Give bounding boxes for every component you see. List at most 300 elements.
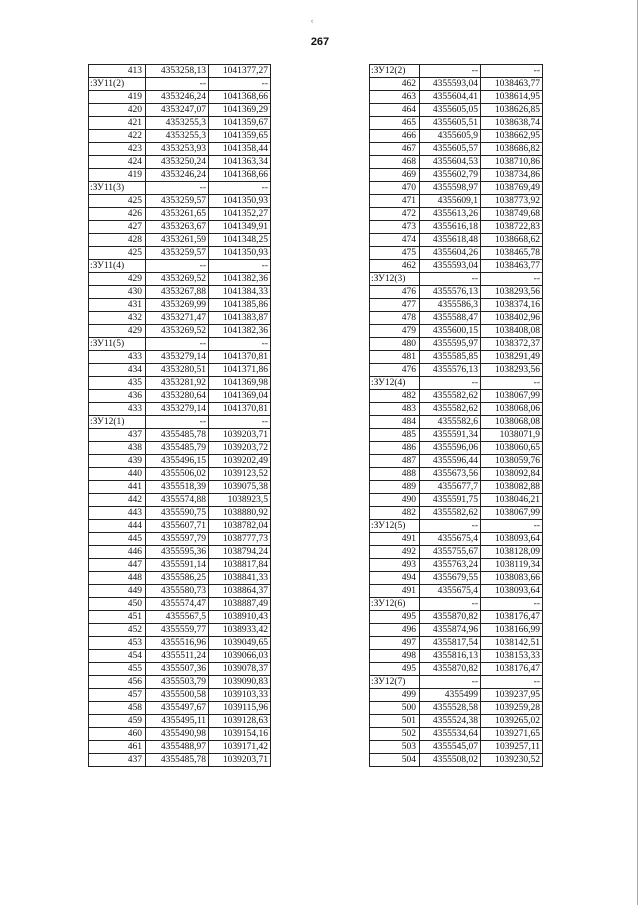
y-coordinate-cell: 1039203,72 [209, 442, 271, 455]
point-number-cell: 470 [370, 182, 420, 195]
point-number-cell: 446 [89, 546, 146, 559]
x-coordinate-cell: 4355591,34 [420, 429, 481, 442]
x-coordinate-cell: 4353255,3 [146, 117, 209, 130]
y-coordinate-cell: -- [481, 598, 543, 611]
x-coordinate-cell: 4355605,9 [420, 130, 481, 143]
point-number-cell: 489 [370, 481, 420, 494]
point-number-cell: 441 [89, 481, 146, 494]
point-number-cell: 490 [370, 494, 420, 507]
x-coordinate-cell: 4355582,62 [420, 390, 481, 403]
y-coordinate-cell: 1041371,86 [209, 364, 271, 377]
y-coordinate-cell: -- [209, 338, 271, 351]
point-number-cell: 488 [370, 468, 420, 481]
x-coordinate-cell: 4353259,57 [146, 195, 209, 208]
y-coordinate-cell: -- [209, 78, 271, 91]
x-coordinate-cell: 4355559,77 [146, 624, 209, 637]
table-row [89, 273, 271, 286]
x-coordinate-cell: 4355817,54 [420, 637, 481, 650]
table-row [370, 117, 543, 130]
x-coordinate-cell: 4355582,62 [420, 507, 481, 520]
table-row [89, 572, 271, 585]
x-coordinate-cell: 4355496,15 [146, 455, 209, 468]
point-number-cell: 421 [89, 117, 146, 130]
table-row [370, 754, 543, 767]
table-row [370, 715, 543, 728]
x-coordinate-cell: 4353261,65 [146, 208, 209, 221]
x-coordinate-cell: 4355600,15 [420, 325, 481, 338]
x-coordinate-cell: 4353271,47 [146, 312, 209, 325]
x-coordinate-cell: 4355574,88 [146, 494, 209, 507]
x-coordinate-cell: 4353280,51 [146, 364, 209, 377]
point-number-cell: 425 [89, 195, 146, 208]
table-row [370, 104, 543, 117]
y-coordinate-cell: 1038668,62 [481, 234, 543, 247]
x-coordinate-cell: 4355870,82 [420, 663, 481, 676]
point-number-cell: :ЗУ12(7) [370, 676, 420, 689]
y-coordinate-cell: 1038887,49 [209, 598, 271, 611]
point-number-cell: 472 [370, 208, 420, 221]
point-number-cell: 495 [370, 611, 420, 624]
x-coordinate-cell: 4355485,79 [146, 442, 209, 455]
table-row [89, 455, 271, 468]
table-row [89, 403, 271, 416]
table-row [89, 390, 271, 403]
x-coordinate-cell: 4355605,51 [420, 117, 481, 130]
table-row [89, 338, 271, 351]
point-number-cell: 466 [370, 130, 420, 143]
table-row [89, 117, 271, 130]
point-number-cell: 458 [89, 702, 146, 715]
y-coordinate-cell: 1041368,66 [209, 169, 271, 182]
y-coordinate-cell: 1038773,92 [481, 195, 543, 208]
point-number-cell: 454 [89, 650, 146, 663]
table-row [89, 442, 271, 455]
y-coordinate-cell: 1038749,68 [481, 208, 543, 221]
table-row [370, 533, 543, 546]
point-number-cell: 476 [370, 364, 420, 377]
table-row [89, 624, 271, 637]
y-coordinate-cell: 1038933,42 [209, 624, 271, 637]
x-coordinate-cell: 4355506,02 [146, 468, 209, 481]
y-coordinate-cell: 1038093,64 [481, 585, 543, 598]
y-coordinate-cell: 1041349,91 [209, 221, 271, 234]
point-number-cell: 450 [89, 598, 146, 611]
y-coordinate-cell: 1041370,81 [209, 403, 271, 416]
table-row [89, 533, 271, 546]
table-row [370, 559, 543, 572]
y-coordinate-cell: 1039049,65 [209, 637, 271, 650]
point-number-cell: 433 [89, 351, 146, 364]
point-number-cell: 484 [370, 416, 420, 429]
x-coordinate-cell: 4355499 [420, 689, 481, 702]
x-coordinate-cell: 4355497,67 [146, 702, 209, 715]
point-number-cell: 496 [370, 624, 420, 637]
y-coordinate-cell: 1039078,37 [209, 663, 271, 676]
table-row [370, 468, 543, 481]
x-coordinate-cell: 4355545,07 [420, 741, 481, 754]
x-coordinate-cell: 4355516,96 [146, 637, 209, 650]
y-coordinate-cell: 1038662,95 [481, 130, 543, 143]
table-row [370, 377, 543, 390]
point-number-cell: 476 [370, 286, 420, 299]
table-row [89, 364, 271, 377]
y-coordinate-cell: -- [209, 182, 271, 195]
y-coordinate-cell: 1038880,92 [209, 507, 271, 520]
table-row [370, 182, 543, 195]
x-coordinate-cell: 4355591,14 [146, 559, 209, 572]
x-coordinate-cell: 4355488,97 [146, 741, 209, 754]
y-coordinate-cell: 1038068,06 [481, 403, 543, 416]
table-row [89, 312, 271, 325]
point-number-cell: 478 [370, 312, 420, 325]
table-row [370, 442, 543, 455]
y-coordinate-cell: 1041368,66 [209, 91, 271, 104]
x-coordinate-cell: 4355596,44 [420, 455, 481, 468]
table-row [89, 78, 271, 91]
table-row [89, 299, 271, 312]
y-coordinate-cell: 1041369,98 [209, 377, 271, 390]
table-row [370, 546, 543, 559]
y-coordinate-cell: 1038067,99 [481, 390, 543, 403]
table-row [89, 195, 271, 208]
y-coordinate-cell: 1041352,27 [209, 208, 271, 221]
table-row [370, 234, 543, 247]
table-row [370, 676, 543, 689]
point-number-cell: 483 [370, 403, 420, 416]
y-coordinate-cell: 1038734,86 [481, 169, 543, 182]
point-number-cell: 433 [89, 403, 146, 416]
point-number-cell: 480 [370, 338, 420, 351]
y-coordinate-cell: 1038638,74 [481, 117, 543, 130]
x-coordinate-cell: 4355675,4 [420, 585, 481, 598]
y-coordinate-cell: 1038402,96 [481, 312, 543, 325]
point-number-cell: 438 [89, 442, 146, 455]
y-coordinate-cell: 1041385,86 [209, 299, 271, 312]
table-row [89, 715, 271, 728]
x-coordinate-cell: 4355511,24 [146, 650, 209, 663]
y-coordinate-cell: 1038083,66 [481, 572, 543, 585]
table-row [89, 689, 271, 702]
x-coordinate-cell: 4355576,13 [420, 286, 481, 299]
point-number-cell: 429 [89, 273, 146, 286]
table-row [370, 169, 543, 182]
table-row [370, 312, 543, 325]
table-row [370, 364, 543, 377]
point-number-cell: 474 [370, 234, 420, 247]
y-coordinate-cell: 1038841,33 [209, 572, 271, 585]
point-number-cell: 424 [89, 156, 146, 169]
table-row [89, 91, 271, 104]
table-row [370, 143, 543, 156]
point-number-cell: 493 [370, 559, 420, 572]
point-number-cell: 465 [370, 117, 420, 130]
y-coordinate-cell: 1038910,43 [209, 611, 271, 624]
x-coordinate-cell: 4355507,36 [146, 663, 209, 676]
y-coordinate-cell: 1038465,78 [481, 247, 543, 260]
table-row [89, 481, 271, 494]
table-row [89, 754, 271, 767]
table-row [370, 455, 543, 468]
x-coordinate-cell: 4355604,53 [420, 156, 481, 169]
table-row [89, 351, 271, 364]
point-number-cell: :ЗУ11(2) [89, 78, 146, 91]
point-number-cell: 487 [370, 455, 420, 468]
table-row [370, 130, 543, 143]
point-number-cell: 482 [370, 507, 420, 520]
table-row [370, 585, 543, 598]
x-coordinate-cell: 4355500,58 [146, 689, 209, 702]
table-row [89, 650, 271, 663]
y-coordinate-cell: 1038082,88 [481, 481, 543, 494]
point-number-cell: 498 [370, 650, 420, 663]
table-row [89, 156, 271, 169]
y-coordinate-cell: 1038686,82 [481, 143, 543, 156]
x-coordinate-cell: 4355593,04 [420, 260, 481, 273]
table-row [89, 663, 271, 676]
table-row [370, 663, 543, 676]
y-coordinate-cell: 1038626,85 [481, 104, 543, 117]
table-row [89, 598, 271, 611]
x-coordinate-cell: 4355595,97 [420, 338, 481, 351]
y-coordinate-cell: 1041350,93 [209, 195, 271, 208]
point-number-cell: 437 [89, 754, 146, 767]
y-coordinate-cell: 1039066,03 [209, 650, 271, 663]
y-coordinate-cell: 1039171,42 [209, 741, 271, 754]
y-coordinate-cell: 1038374,16 [481, 299, 543, 312]
x-coordinate-cell: 4355870,82 [420, 611, 481, 624]
y-coordinate-cell: 1038463,77 [481, 260, 543, 273]
y-coordinate-cell: 1038067,99 [481, 507, 543, 520]
y-coordinate-cell: 1039203,71 [209, 754, 271, 767]
table-row [370, 624, 543, 637]
x-coordinate-cell: -- [146, 260, 209, 273]
table-row [370, 299, 543, 312]
point-number-cell: 439 [89, 455, 146, 468]
y-coordinate-cell: 1041359,67 [209, 117, 271, 130]
x-coordinate-cell: 4355588,47 [420, 312, 481, 325]
point-number-cell: 468 [370, 156, 420, 169]
point-number-cell: 453 [89, 637, 146, 650]
point-number-cell: 504 [370, 754, 420, 767]
x-coordinate-cell: 4353250,24 [146, 156, 209, 169]
point-number-cell: 499 [370, 689, 420, 702]
point-number-cell: 419 [89, 91, 146, 104]
x-coordinate-cell: 4355503,79 [146, 676, 209, 689]
x-coordinate-cell: -- [420, 377, 481, 390]
table-row [370, 65, 543, 78]
table-row [89, 611, 271, 624]
x-coordinate-cell: 4355602,79 [420, 169, 481, 182]
y-coordinate-cell: 1038068,08 [481, 416, 543, 429]
x-coordinate-cell: 4355598,97 [420, 182, 481, 195]
y-coordinate-cell: -- [481, 676, 543, 689]
table-row [370, 611, 543, 624]
y-coordinate-cell: 1038142,51 [481, 637, 543, 650]
point-number-cell: 448 [89, 572, 146, 585]
table-row [370, 338, 543, 351]
point-number-cell: 427 [89, 221, 146, 234]
x-coordinate-cell: -- [146, 182, 209, 195]
y-coordinate-cell: 1038722,83 [481, 221, 543, 234]
table-row [370, 403, 543, 416]
x-coordinate-cell: 4353279,14 [146, 351, 209, 364]
table-row [89, 637, 271, 650]
point-number-cell: 486 [370, 442, 420, 455]
x-coordinate-cell: 4355677,7 [420, 481, 481, 494]
x-coordinate-cell: 4355574,47 [146, 598, 209, 611]
x-coordinate-cell: 4355490,98 [146, 728, 209, 741]
x-coordinate-cell: 4353263,67 [146, 221, 209, 234]
x-coordinate-cell: 4353281,92 [146, 377, 209, 390]
y-coordinate-cell: 1038153,33 [481, 650, 543, 663]
point-number-cell: 464 [370, 104, 420, 117]
point-number-cell: 442 [89, 494, 146, 507]
y-coordinate-cell: 1038614,95 [481, 91, 543, 104]
point-number-cell: 422 [89, 130, 146, 143]
x-coordinate-cell: 4353279,14 [146, 403, 209, 416]
y-coordinate-cell: 1039103,33 [209, 689, 271, 702]
x-coordinate-cell: -- [420, 273, 481, 286]
table-row [370, 637, 543, 650]
x-coordinate-cell: 4353269,52 [146, 325, 209, 338]
table-row [89, 234, 271, 247]
x-coordinate-cell: 4355595,36 [146, 546, 209, 559]
table-row [89, 208, 271, 221]
point-number-cell: 495 [370, 663, 420, 676]
point-number-cell: 434 [89, 364, 146, 377]
y-coordinate-cell: 1039123,52 [209, 468, 271, 481]
x-coordinate-cell: 4353269,52 [146, 273, 209, 286]
table-row [370, 273, 543, 286]
table-row [89, 286, 271, 299]
x-coordinate-cell: 4355585,85 [420, 351, 481, 364]
x-coordinate-cell: 4355609,1 [420, 195, 481, 208]
table-row [89, 507, 271, 520]
x-coordinate-cell: 4353269,99 [146, 299, 209, 312]
y-coordinate-cell: 1038176,47 [481, 663, 543, 676]
y-coordinate-cell: 1038071,9 [481, 429, 543, 442]
point-number-cell: 461 [89, 741, 146, 754]
point-number-cell: 501 [370, 715, 420, 728]
y-coordinate-cell: 1038408,08 [481, 325, 543, 338]
point-number-cell: :ЗУ12(2) [370, 65, 420, 78]
x-coordinate-cell: 4353246,24 [146, 91, 209, 104]
table-row [89, 169, 271, 182]
y-coordinate-cell: 1041359,65 [209, 130, 271, 143]
table-row [370, 156, 543, 169]
point-number-cell: 463 [370, 91, 420, 104]
table-row [370, 91, 543, 104]
point-number-cell: :ЗУ12(1) [89, 416, 146, 429]
point-number-cell: 502 [370, 728, 420, 741]
point-number-cell: 413 [89, 65, 146, 78]
x-coordinate-cell: -- [420, 65, 481, 78]
page-number: 267 [310, 36, 330, 48]
x-coordinate-cell: 4355590,75 [146, 507, 209, 520]
x-coordinate-cell: -- [420, 520, 481, 533]
y-coordinate-cell: 1041358,44 [209, 143, 271, 156]
x-coordinate-cell: 4355613,26 [420, 208, 481, 221]
y-coordinate-cell: 1038293,56 [481, 364, 543, 377]
x-coordinate-cell: 4353246,24 [146, 169, 209, 182]
y-coordinate-cell: -- [481, 520, 543, 533]
x-coordinate-cell: 4355618,48 [420, 234, 481, 247]
table-row [89, 728, 271, 741]
y-coordinate-cell: 1041350,93 [209, 247, 271, 260]
x-coordinate-cell: 4355816,13 [420, 650, 481, 663]
y-coordinate-cell: 1039265,02 [481, 715, 543, 728]
point-number-cell: 482 [370, 390, 420, 403]
y-coordinate-cell: -- [481, 65, 543, 78]
table-row [89, 468, 271, 481]
x-coordinate-cell: -- [146, 416, 209, 429]
table-row [89, 65, 271, 78]
x-coordinate-cell: 4355679,55 [420, 572, 481, 585]
table-row [370, 650, 543, 663]
y-coordinate-cell: 1038769,49 [481, 182, 543, 195]
x-coordinate-cell: 4355586,25 [146, 572, 209, 585]
coordinates-table-left [88, 64, 271, 767]
x-coordinate-cell: 4355591,75 [420, 494, 481, 507]
y-coordinate-cell: -- [209, 416, 271, 429]
y-coordinate-cell: 1038864,37 [209, 585, 271, 598]
scan-mark: ¢ [311, 20, 314, 25]
x-coordinate-cell: 4355518,39 [146, 481, 209, 494]
point-number-cell: 426 [89, 208, 146, 221]
table-row [370, 390, 543, 403]
x-coordinate-cell: 4355576,13 [420, 364, 481, 377]
y-coordinate-cell: -- [481, 377, 543, 390]
point-number-cell: 467 [370, 143, 420, 156]
table-row [370, 78, 543, 91]
x-coordinate-cell: 4355582,62 [420, 403, 481, 416]
table-row [89, 130, 271, 143]
table-row [370, 728, 543, 741]
table-row [89, 377, 271, 390]
y-coordinate-cell: 1039154,16 [209, 728, 271, 741]
table-row [370, 481, 543, 494]
point-number-cell: 459 [89, 715, 146, 728]
x-coordinate-cell: 4355596,06 [420, 442, 481, 455]
point-number-cell: 440 [89, 468, 146, 481]
x-coordinate-cell: 4355755,67 [420, 546, 481, 559]
point-number-cell: :ЗУ11(4) [89, 260, 146, 273]
point-number-cell: 475 [370, 247, 420, 260]
table-row [89, 416, 271, 429]
point-number-cell: 435 [89, 377, 146, 390]
point-number-cell: 456 [89, 676, 146, 689]
y-coordinate-cell: 1039203,71 [209, 429, 271, 442]
y-coordinate-cell: 1038166,99 [481, 624, 543, 637]
y-coordinate-cell: 1041369,29 [209, 104, 271, 117]
x-coordinate-cell: 4355485,78 [146, 429, 209, 442]
y-coordinate-cell: 1039202,49 [209, 455, 271, 468]
y-coordinate-cell: 1038119,34 [481, 559, 543, 572]
y-coordinate-cell: 1039257,11 [481, 741, 543, 754]
point-number-cell: 479 [370, 325, 420, 338]
point-number-cell: 471 [370, 195, 420, 208]
x-coordinate-cell: 4355607,71 [146, 520, 209, 533]
x-coordinate-cell: 4353258,13 [146, 65, 209, 78]
x-coordinate-cell: -- [146, 338, 209, 351]
table-row [89, 247, 271, 260]
point-number-cell: 428 [89, 234, 146, 247]
point-number-cell: 492 [370, 546, 420, 559]
y-coordinate-cell: 1039090,83 [209, 676, 271, 689]
y-coordinate-cell: 1038777,73 [209, 533, 271, 546]
point-number-cell: 430 [89, 286, 146, 299]
table-row [89, 546, 271, 559]
